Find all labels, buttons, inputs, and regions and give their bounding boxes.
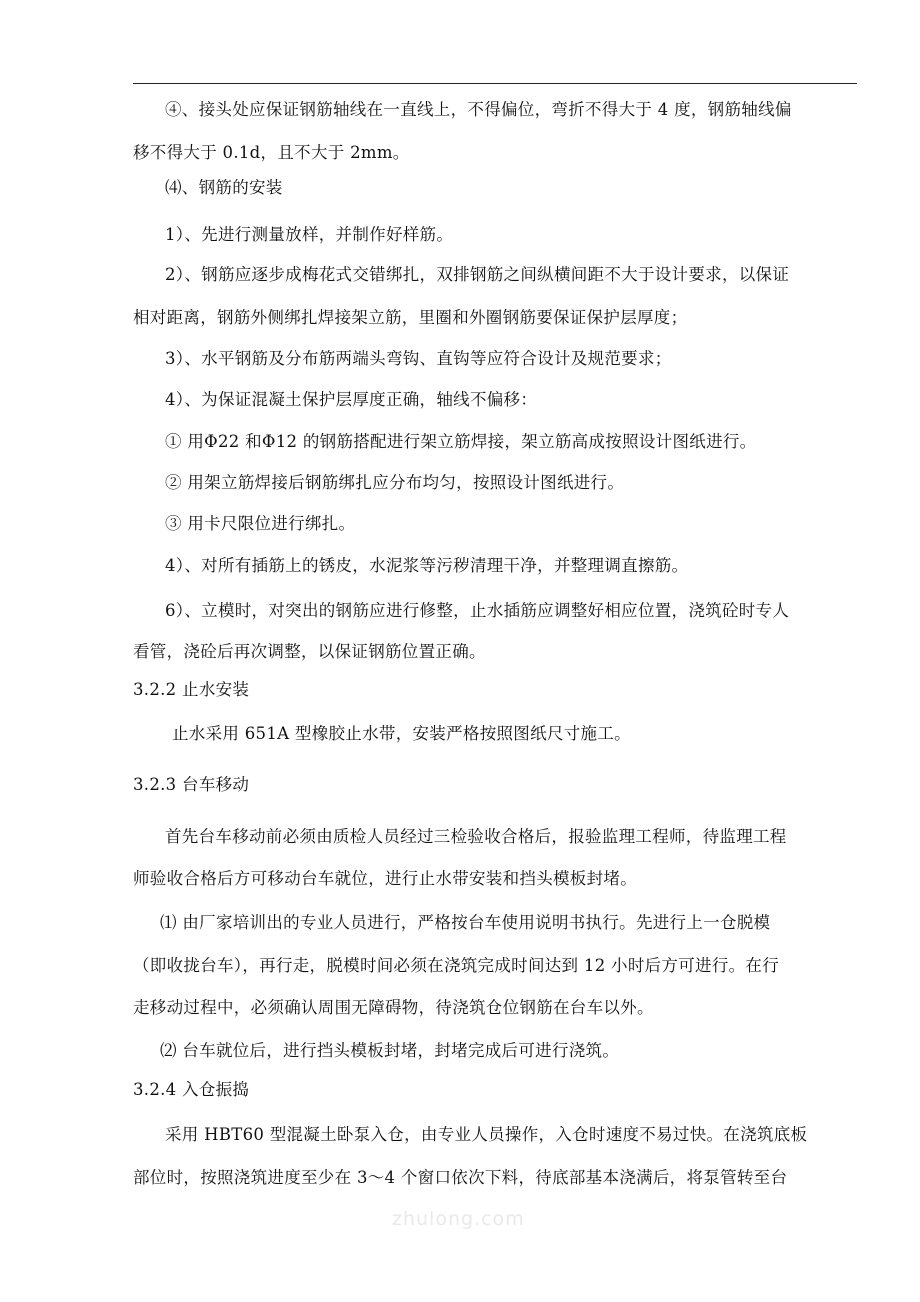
paragraph-line: 师验收合格后方可移动台车就位，进行止水带安装和挡头模板封堵。 xyxy=(133,869,637,888)
paragraph-line: 6）、立模时，对突出的钢筋应进行修整，止水插筋应调整好相应位置，浇筑砼时专人 xyxy=(165,601,790,620)
paragraph-line: 首先台车移动前必须由质检人员经过三检验收合格后，报验监理工程师，待监理工程 xyxy=(165,827,787,846)
section-heading: 3.2.2 止水安装 xyxy=(133,680,250,699)
paragraph-line: ③ 用卡尺限位进行绑扎。 xyxy=(165,514,356,533)
paragraph-line: 1）、先进行测量放样，并制作好样筋。 xyxy=(165,225,454,244)
header-rule xyxy=(133,83,857,84)
paragraph-line: 走移动过程中，必须确认周围无障碍物，待浇筑仓位钢筋在台车以外。 xyxy=(133,998,654,1017)
paragraph-line: （即收拢台车），再行走，脱模时间必须在浇筑完成时间达到 12 小时后方可进行。在行 xyxy=(133,956,780,975)
paragraph-line: 3）、水平钢筋及分布筋两端头弯钩、直钩等应符合设计及规范要求； xyxy=(165,349,672,368)
paragraph-line: 移不得大于 0.1d，且不大于 2mm。 xyxy=(133,143,410,162)
section-heading: 3.2.3 台车移动 xyxy=(133,775,250,794)
paragraph-line: 4）、为保证混凝土保护层厚度正确，轴线不偏移： xyxy=(165,390,538,409)
paragraph-line: 4）、对所有插筋上的锈皮，水泥浆等污秽清理干净，并整理调直擦筋。 xyxy=(165,556,689,575)
paragraph-line: ④、接头处应保证钢筋轴线在一直线上，不得偏位，弯折不得大于 4 度，钢筋轴线偏 xyxy=(165,100,792,119)
watermark: zhulong.com xyxy=(392,1208,525,1230)
paragraph-line: ① 用Φ22 和Φ12 的钢筋搭配进行架立筋焊接，架立筋高成按照设计图纸进行。 xyxy=(165,432,757,451)
section-heading: 3.2.4 入仓振捣 xyxy=(133,1080,250,1099)
section-heading: ⑷、钢筋的安装 xyxy=(165,178,283,197)
paragraph-line: ⑴ 由厂家培训出的专业人员进行，严格按台车使用说明书执行。先进行上一仓脱模 xyxy=(160,913,771,932)
paragraph-line: 相对距离，钢筋外侧绑扎焊接架立筋，里圈和外圈钢筋要保证保护层厚度； xyxy=(133,308,688,327)
paragraph-line: ⑵ 台车就位后，进行挡头模板封堵，封堵完成后可进行浇筑。 xyxy=(160,1041,620,1060)
paragraph-line: 看管，浇砼后再次调整，以保证钢筋位置正确。 xyxy=(133,642,486,661)
paragraph-line: ② 用架立筋焊接后钢筋绑扎应分布均匀，按照设计图纸进行。 xyxy=(165,473,625,492)
paragraph-line: 2）、钢筋应逐步成梅花式交错绑扎，双排钢筋之间纵横间距不大于设计要求，以保证 xyxy=(165,265,790,284)
paragraph-line: 止水采用 651A 型橡胶止水带，安装严格按照图纸尺寸施工。 xyxy=(172,724,631,743)
paragraph-line: 采用 HBT60 型混凝土卧泵入仓，由专业人员操作，入仓时速度不易过快。在浇筑底板 xyxy=(165,1125,808,1144)
paragraph-line: 部位时，按照浇筑进度至少在 3～4 个窗口依次下料，待底部基本浇满后，将泵管转至台 xyxy=(133,1168,788,1187)
